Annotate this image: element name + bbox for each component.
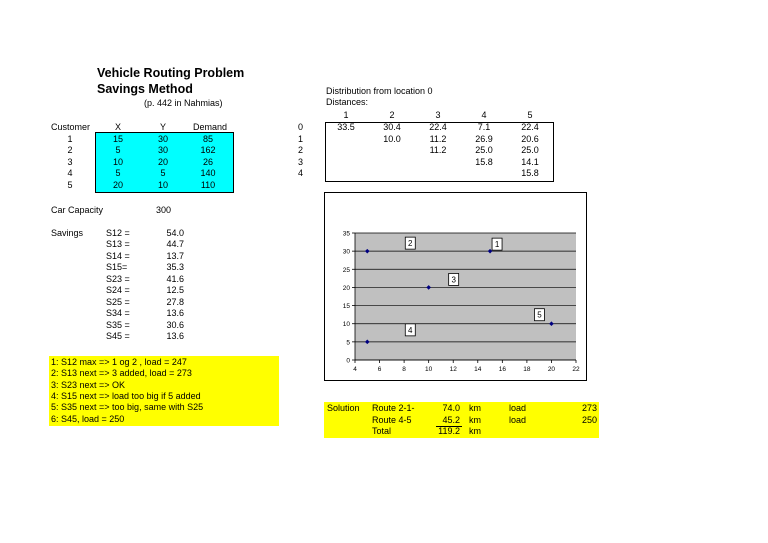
customer-y: 5 xyxy=(160,168,166,179)
x-tick-label: 16 xyxy=(498,366,506,373)
savings-value: 12.5 xyxy=(166,285,184,296)
distance-row-header: 3 xyxy=(298,156,304,167)
step-line: 5: S35 next => too big, same with S25 xyxy=(51,402,204,413)
distance-cell: 14.1 xyxy=(521,156,539,167)
savings-value: 30.6 xyxy=(166,319,184,330)
distance-cell: 10.0 xyxy=(383,133,401,144)
distance-cell: 20.6 xyxy=(521,133,539,144)
demand-header: Demand xyxy=(192,122,228,132)
distance-col-header: 3 xyxy=(435,110,441,120)
step-line: 1: S12 max => 1 og 2 , load = 247 xyxy=(51,357,187,367)
customer-id: 5 xyxy=(67,179,73,190)
customer-y: 30 xyxy=(157,145,168,156)
data-label: 4 xyxy=(408,325,413,335)
distance-col-header: 1 xyxy=(343,110,349,120)
distances-label: Distances: xyxy=(326,97,369,107)
customer-id: 2 xyxy=(67,145,73,156)
customer-x: 5 xyxy=(115,168,121,179)
distance-row-header: 0 xyxy=(298,122,304,132)
customer-x: 10 xyxy=(112,156,123,167)
distance-row-header: 4 xyxy=(298,168,304,179)
route-load: 273 xyxy=(581,403,597,413)
distance-cell: 15.8 xyxy=(521,168,539,179)
y-tick-label: 25 xyxy=(342,266,350,274)
scatter-plot xyxy=(325,193,586,380)
x-tick-label: 8 xyxy=(402,366,406,373)
capacity-label: Car Capacity xyxy=(51,205,104,215)
customer-x: 15 xyxy=(112,134,123,144)
savings-label: Savings xyxy=(51,228,84,238)
step-line: 2: S13 next => 3 added, load = 273 xyxy=(51,368,192,379)
route-load: 250 xyxy=(581,414,597,425)
page-subtitle: Savings Method xyxy=(97,82,193,96)
y-tick-label: 15 xyxy=(342,303,350,311)
reference-note: (p. 442 in Nahmias) xyxy=(144,98,223,108)
x-tick-label: 4 xyxy=(353,366,357,373)
distance-cell: 22.4 xyxy=(429,122,447,132)
data-label: 5 xyxy=(537,310,542,320)
x-tick-label: 22 xyxy=(572,366,580,373)
x-header: X xyxy=(114,122,121,132)
customer-y: 10 xyxy=(157,179,168,190)
distance-col-header: 4 xyxy=(481,110,487,120)
distance-cell: 25.0 xyxy=(475,145,493,156)
savings-name: S34 = xyxy=(106,308,130,319)
savings-name: S35 = xyxy=(106,319,130,330)
distances-title: Distribution from location 0 xyxy=(326,86,433,96)
route-load-label: load xyxy=(509,414,527,425)
customer-demand: 110 xyxy=(200,179,216,190)
savings-value: 54.0 xyxy=(166,228,184,238)
distance-cell: 11.2 xyxy=(429,145,447,156)
y-tick-label: 10 xyxy=(342,321,350,329)
savings-value: 13.6 xyxy=(166,308,184,319)
y-tick-label: 20 xyxy=(342,284,350,292)
distance-cell: 15.8 xyxy=(475,156,493,167)
x-tick-label: 20 xyxy=(547,366,556,373)
customer-id: 1 xyxy=(67,134,73,144)
customer-demand: 162 xyxy=(200,145,216,156)
route-unit: km xyxy=(469,414,481,425)
customer-id: 4 xyxy=(67,168,73,179)
y-tick-label: 5 xyxy=(346,339,350,347)
customer-x: 5 xyxy=(115,145,121,156)
customer-demand: 26 xyxy=(202,156,213,167)
distance-cell: 11.2 xyxy=(429,133,447,144)
savings-name: S15= xyxy=(106,262,128,273)
page-title: Vehicle Routing Problem xyxy=(97,66,245,80)
distance-cell: 30.4 xyxy=(383,122,401,132)
route-name: Route 4-5 xyxy=(372,414,412,425)
distance-cell: 25.0 xyxy=(521,145,539,156)
distance-row-header: 2 xyxy=(298,145,304,156)
savings-name: S12 = xyxy=(106,228,130,238)
distance-cell: 7.1 xyxy=(477,122,491,132)
savings-value: 27.8 xyxy=(166,296,184,307)
customer-header: Customer xyxy=(51,122,91,132)
y-tick-label: 0 xyxy=(346,357,350,365)
step-line: 4: S15 next => load too big if 5 added xyxy=(51,390,201,401)
x-tick-label: 12 xyxy=(449,366,457,373)
savings-name: S13 = xyxy=(106,239,130,250)
route-distance: 45.2 xyxy=(442,414,460,425)
distance-col-header: 5 xyxy=(527,110,533,120)
savings-name: S45 = xyxy=(106,331,130,342)
x-tick-label: 10 xyxy=(425,366,433,373)
route-load-label: load xyxy=(509,403,527,413)
location-chart xyxy=(324,192,587,381)
step-line: 3: S23 next => OK xyxy=(51,379,126,390)
y-header: Y xyxy=(159,122,166,132)
route-unit: km xyxy=(469,403,481,413)
customer-y: 20 xyxy=(157,156,168,167)
savings-value: 13.7 xyxy=(166,250,184,261)
solution-label: Solution xyxy=(327,403,360,413)
distance-cell: 33.5 xyxy=(337,122,355,132)
y-tick-label: 35 xyxy=(342,230,350,238)
distance-cell: 26.9 xyxy=(475,133,493,144)
total-underline xyxy=(436,426,462,427)
data-label: 3 xyxy=(451,275,456,285)
solution-highlight xyxy=(324,402,599,438)
customer-y: 30 xyxy=(157,134,168,144)
x-tick-label: 14 xyxy=(474,366,482,373)
savings-name: S24 = xyxy=(106,285,130,296)
savings-name: S14 = xyxy=(106,250,130,261)
x-tick-label: 18 xyxy=(523,366,531,373)
data-label: 2 xyxy=(408,239,413,249)
savings-value: 13.6 xyxy=(166,331,184,342)
customer-demand: 140 xyxy=(200,168,216,179)
savings-value: 44.7 xyxy=(166,239,184,250)
total-distance: 119.2 xyxy=(438,426,460,436)
customer-id: 3 xyxy=(67,156,73,167)
step-line: 6: S45, load = 250 xyxy=(51,413,125,424)
savings-name: S23 = xyxy=(106,273,130,284)
distance-row-header: 1 xyxy=(298,133,304,144)
customer-demand: 85 xyxy=(202,134,213,144)
distance-cell: 22.4 xyxy=(521,122,539,132)
plot-area xyxy=(355,233,576,360)
y-tick-label: 30 xyxy=(342,248,350,256)
savings-name: S25 = xyxy=(106,296,130,307)
x-tick-label: 6 xyxy=(377,366,382,373)
route-distance: 74.0 xyxy=(442,403,460,413)
data-label: 1 xyxy=(494,240,500,250)
total-label: Total xyxy=(372,426,392,436)
distance-col-header: 2 xyxy=(389,110,395,120)
savings-value: 35.3 xyxy=(166,262,184,273)
customer-x: 20 xyxy=(112,179,123,190)
route-name: Route 2-1- xyxy=(372,403,415,413)
capacity-value: 300 xyxy=(156,205,172,215)
savings-value: 41.6 xyxy=(166,273,184,284)
total-unit: km xyxy=(469,426,481,436)
